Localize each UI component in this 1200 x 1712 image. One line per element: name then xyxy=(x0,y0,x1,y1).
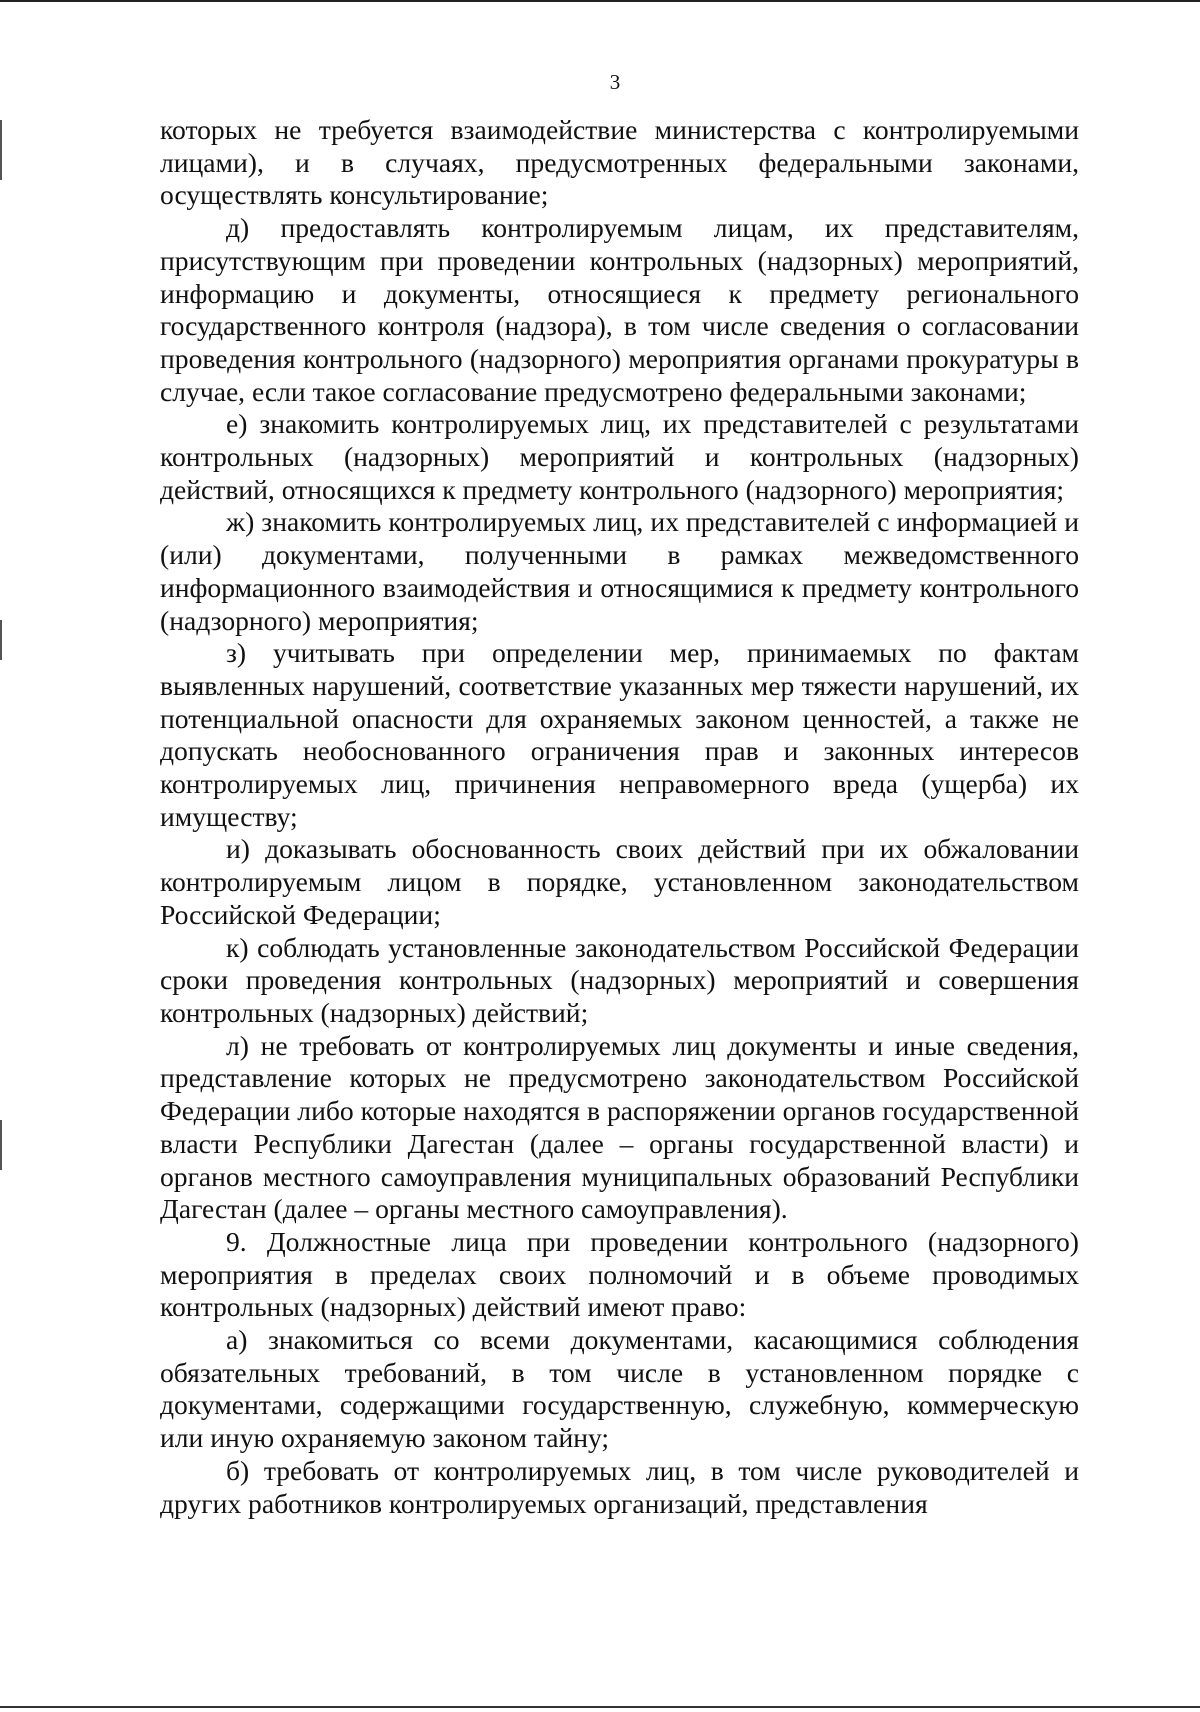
scan-edge-mark xyxy=(0,120,2,180)
scan-edge-mark xyxy=(0,620,2,660)
scan-bottom-border xyxy=(0,1706,1200,1708)
paragraph-item-l: л) не требовать от контролируемых лиц документы и иные сведения, представление которых не предусмотрено законодательством Российской Федерации либо которые находятся в распоряжении органов государственной власти Республики Дагестан (далее – органы государственной власти) и органов местного самоуправления муниципальных образований Республики Дагестан (далее – органы местного самоуправления). xyxy=(160,1029,1079,1225)
scan-edge-mark xyxy=(0,1120,2,1170)
paragraph-item-a: а) знакомиться со всеми документами, касающимися соблюдения обязательных требований, в том числе в установленном порядке с документами, содержащими государственную, служебную, коммерческую или иную охраняемую законом тайну; xyxy=(160,1324,1079,1454)
scan-top-border xyxy=(0,0,1200,2)
document-body xyxy=(160,114,1079,1520)
paragraph-item-k: к) соблюдать установленные законодательством Российской Федерации сроки проведения контрольных (надзорных) мероприятий и совершения контрольных (надзорных) действий; xyxy=(160,931,1079,1028)
paragraph-continued: которых не требуется взаимодействие министерства с контролируемыми лицами), и в случаях, предусмотренных федеральными законами, осуществлять консультирование; xyxy=(160,114,1079,211)
page-number: 3 xyxy=(609,70,621,94)
paragraph-section-9: 9. Должностные лица при проведении контрольного (надзорного) мероприятия в пределах своих полномочий и в объеме проводимых контрольных (надзорных) действий имеют право: xyxy=(160,1225,1079,1323)
paragraph-item-b: б) требовать от контролируемых лиц, в том числе руководителей и других работников контролируемых организаций, представления xyxy=(160,1454,1079,1519)
paragraph-item-i: и) доказывать обоснованность своих действий при их обжаловании контролируемым лицом в порядке, установленном законодательством Российской Федерации; xyxy=(160,833,1079,930)
paragraph-item-d: д) предоставлять контролируемым лицам, их представителям, присутствующим при проведении контрольных (надзорных) мероприятий, информацию и документы, относящиеся к предмету регионального государственного контроля (надзора), в том числе сведения о согласовании проведения контрольного (надзорного) мероприятия органами прокуратуры в случае, если такое согласование предусмотрено федеральными законами; xyxy=(160,212,1079,407)
paragraph-item-e: е) знакомить контролируемых лиц, их представителей с результатами контрольных (надзорных) мероприятий и контрольных (надзорных) действий, относящихся к предмету контрольного (надзорного) мероприятия; xyxy=(160,408,1079,505)
paragraph-item-z: з) учитывать при определении мер, принимаемых по фактам выявленных нарушений, соответствие указанных мер тяжести нарушений, их потенциальной опасности для охраняемых законом ценностей, а также не допускать необоснованного ограничения прав и законных интересов контролируемых лиц, причинения неправомерного вреда (ущерба) их имуществу; xyxy=(160,637,1079,832)
paragraph-item-zh: ж) знакомить контролируемых лиц, их представителей с информацией и (или) документами, полученными в рамках межведомственного информационного взаимодействия и относящимися к предмету контрольного (надзорного) мероприятия; xyxy=(160,506,1079,636)
